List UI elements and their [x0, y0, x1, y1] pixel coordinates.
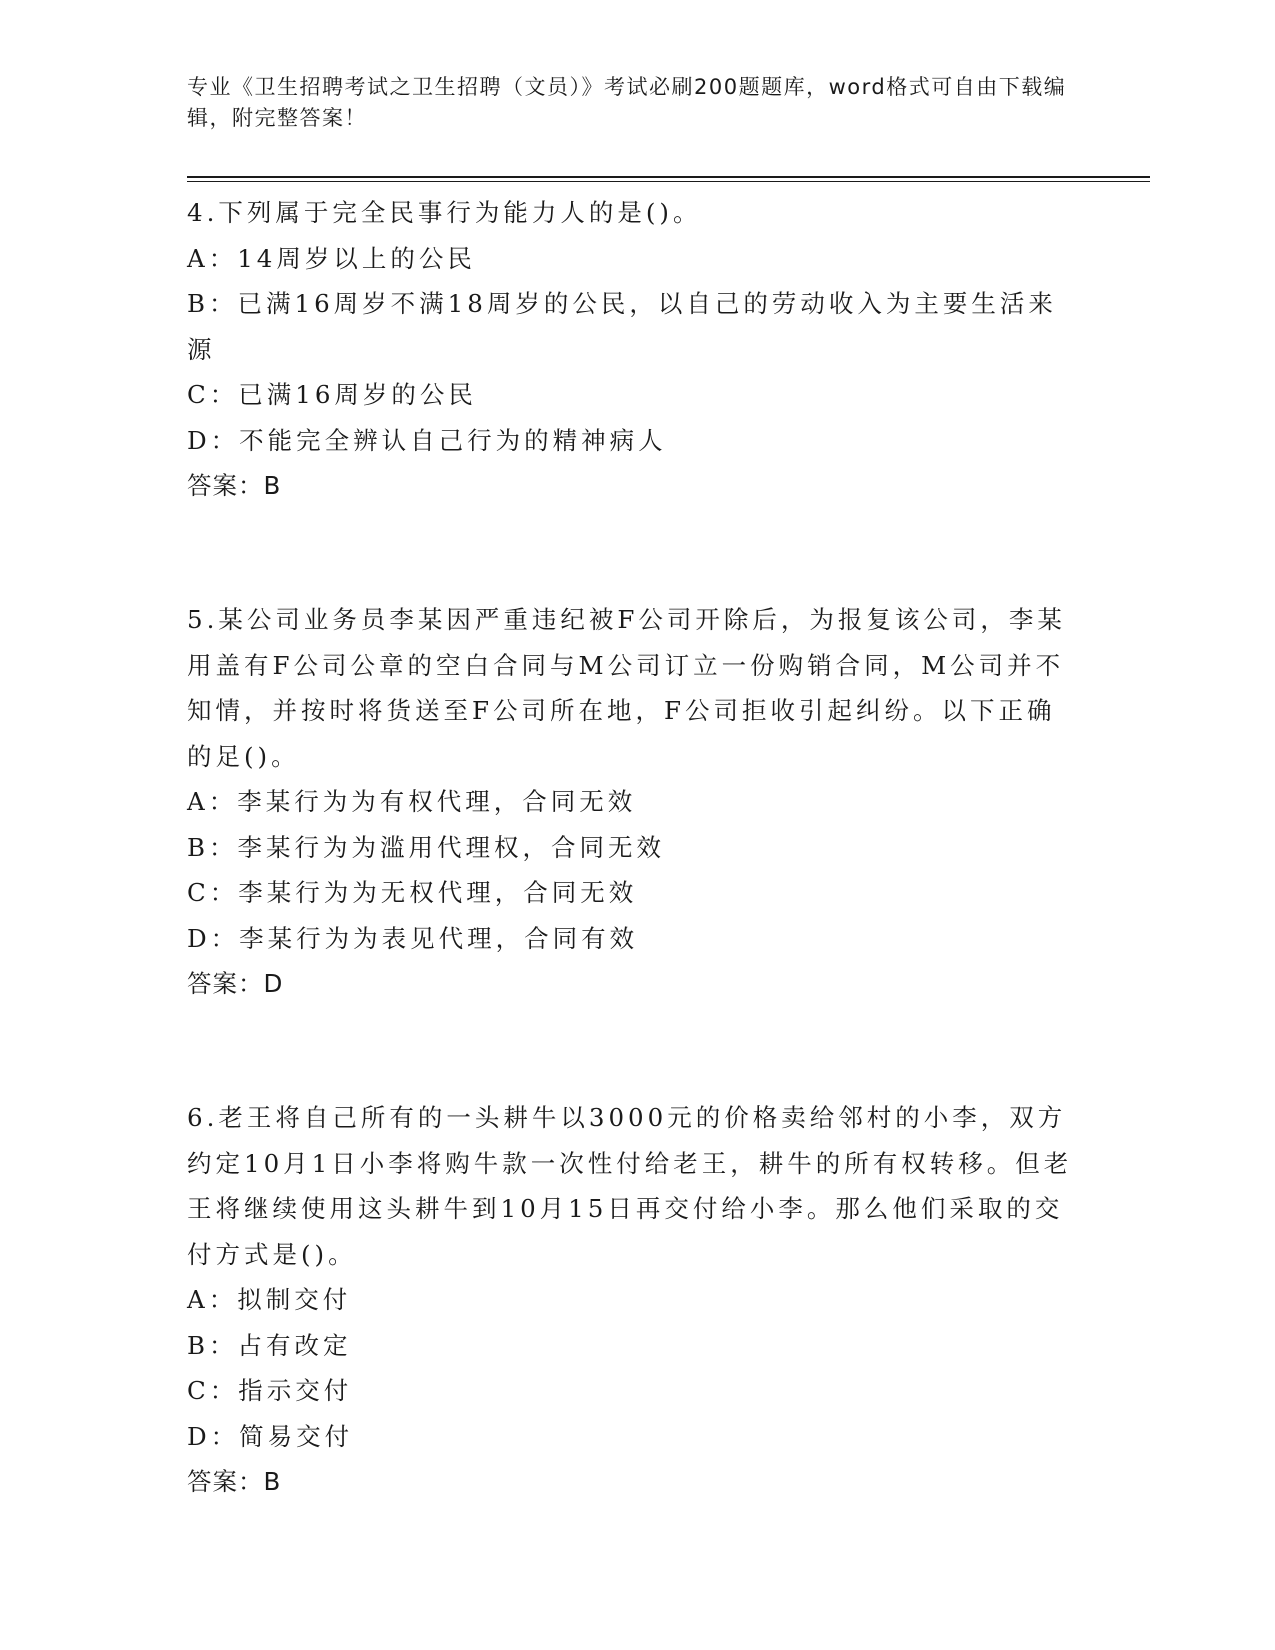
question-stem: 4.下列属于完全民事行为能力人的是()。 — [187, 198, 702, 227]
question-4 — [187, 190, 1077, 508]
document-header: 专业《卫生招聘考试之卫生招聘（文员）》考试必刷200题题库，word格式可自由下载编辑，附完整答案！ — [187, 75, 1067, 130]
option-b: B：已满16周岁不满18周岁的公民，以自己的劳动收入为主要生活来源 — [187, 289, 1057, 364]
question-list — [187, 190, 1077, 1504]
option-c: C：指示交付 — [187, 1376, 353, 1405]
option-a: A：拟制交付 — [187, 1285, 352, 1314]
answer-line: 答案：D — [187, 969, 284, 998]
header-divider-thick — [187, 176, 1150, 178]
option-a: A：14周岁以上的公民 — [187, 243, 476, 273]
option-d: D：简易交付 — [187, 1421, 354, 1451]
option-b: B：占有改定 — [187, 1330, 352, 1360]
option-b: B：李某行为为滥用代理权，合同无效 — [187, 832, 666, 862]
option-d: D：李某行为为表见代理，合同有效 — [187, 923, 639, 953]
option-c: C：李某行为为无权代理，合同无效 — [187, 878, 638, 907]
question-spacer — [187, 1006, 1077, 1095]
answer-line: 答案：B — [187, 1467, 282, 1496]
option-c: C：已满16周岁的公民 — [187, 380, 477, 409]
question-stem: 6.老王将自己所有的一头耕牛以3000元的价格卖给邻村的小李，双方约定10月1日小李将购牛款一次性付给老王，耕牛的所有权转移。但老王将继续使用这头耕牛到10月15日再交付给小李。那么他们采取的交付方式是()。 — [187, 1103, 1073, 1269]
question-stem: 5.某公司业务员李某因严重违纪被F公司开除后，为报复该公司，李某用盖有F公司公章的空白合同与M公司订立一份购销合同，M公司并不知情，并按时将货送至F公司所在地，F公司拒收引起纠纷。以下正确的足()。 — [187, 605, 1066, 771]
answer-line: 答案：B — [187, 471, 282, 500]
question-5 — [187, 597, 1077, 1006]
option-a: A：李某行为为有权代理，合同无效 — [187, 787, 637, 816]
question-6 — [187, 1095, 1077, 1504]
question-spacer — [187, 508, 1077, 597]
option-d: D：不能完全辨认自己行为的精神病人 — [187, 425, 667, 455]
header-divider-thin — [187, 181, 1150, 182]
